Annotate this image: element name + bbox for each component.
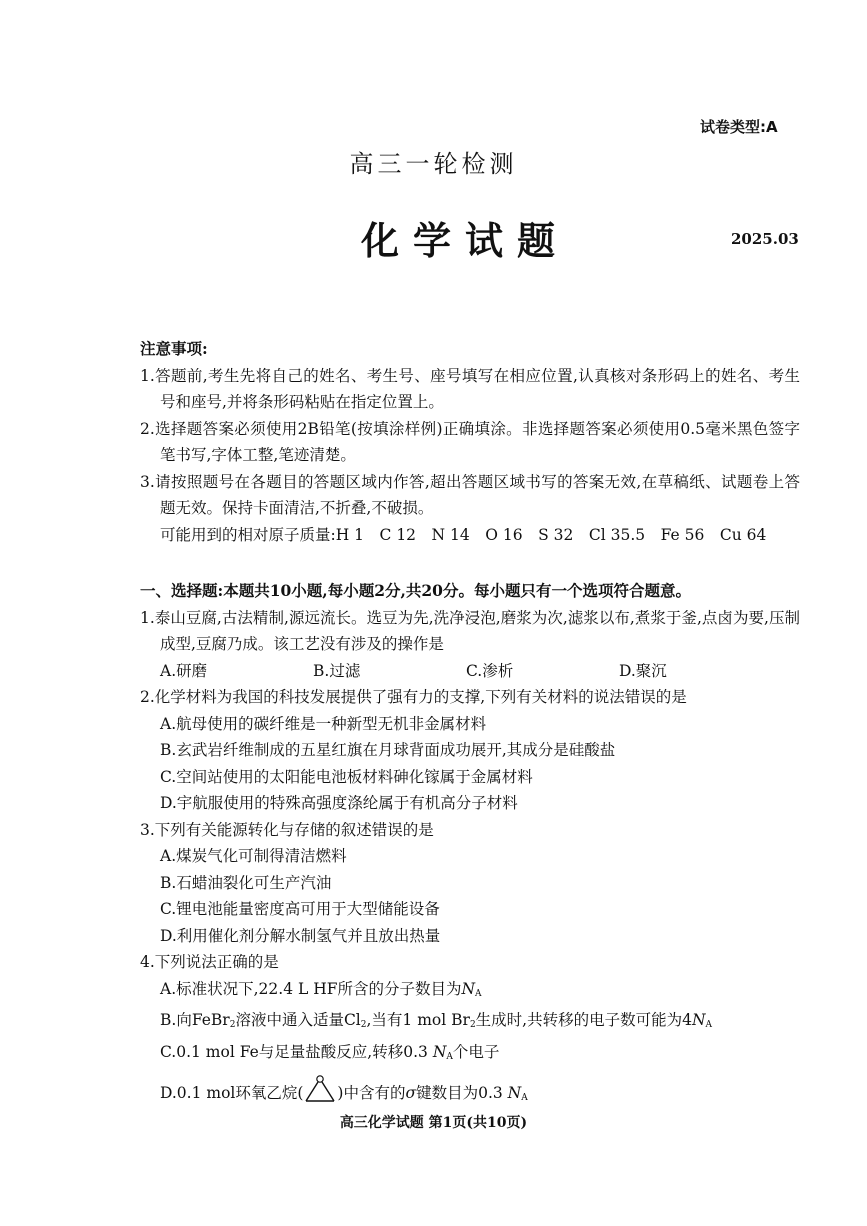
q2-option-a: A.航母使用的碳纤维是一种新型无机非金属材料	[160, 714, 487, 733]
q1-option-a: A.研磨	[160, 661, 208, 680]
q3-option-a: A.煤炭气化可制得清洁燃料	[160, 847, 347, 865]
q4-b-text: B.向FeBr	[160, 1011, 230, 1029]
q4-c-text: 个电子	[452, 1042, 500, 1061]
avogadro-symbol: N	[461, 979, 476, 998]
q4-option-b	[140, 1007, 800, 1039]
epoxyethane-structure-icon	[303, 1074, 337, 1104]
notice-item-2: 2.选择题答案必须使用2B铅笔(按填涂样例)正确填涂。非选择题答案必须使用0.5毫米黑色签字笔书写,字体工整,笔迹清楚。	[140, 419, 800, 464]
question-1-stem: 1.泰山豆腐,古法精制,源远流长。选豆为先,洗净浸泡,磨浆为次,滤浆以布,煮浆于釜,点卤为要,压制成型,豆腐乃成。该工艺没有涉及的操作是	[140, 608, 800, 653]
question-2-stem: 2.化学材料为我国的科技发展提供了强有力的支撑,下列有关材料的说法错误的是	[140, 688, 687, 706]
subscript-2: 2	[360, 1020, 367, 1030]
exam-date: 2025.03	[731, 230, 799, 248]
exam-title: 化学试题	[360, 218, 569, 263]
q4-b-text: 溶液中通入适量Cl	[235, 1011, 361, 1029]
q4-option-d	[140, 1074, 800, 1112]
question-1-options	[140, 658, 800, 685]
sigma-symbol: σ	[405, 1084, 417, 1102]
avogadro-symbol: N	[432, 1042, 447, 1061]
q4-a-text: A.标准状况下,22.4 L HF所含的分子数目为	[160, 979, 462, 998]
avogadro-symbol: N	[691, 1011, 706, 1029]
q4-option-c	[140, 1039, 800, 1071]
notice-section	[140, 336, 800, 548]
q2-option-b: B.玄武岩纤维制成的五星红旗在月球背面成功展开,其成分是硅酸盐	[160, 741, 616, 759]
notice-heading: 注意事项:	[140, 339, 208, 358]
q4-c-text: C.0.1 mol Fe与足量盐酸反应,转移0.3	[160, 1042, 428, 1061]
q3-option-b: B.石蜡油裂化可生产汽油	[160, 873, 332, 892]
q3-option-c: C.锂电池能量密度高可用于大型储能设备	[160, 900, 440, 918]
avogadro-subscript: A	[521, 1093, 528, 1103]
exam-subtitle: 高三一轮检测	[349, 150, 518, 178]
q2-option-d: D.宇航服使用的特殊高强度涤纶属于有机高分子材料	[160, 794, 518, 812]
page-footer: 高三化学试题 第1页(共10页)	[339, 1115, 528, 1131]
subscript-2: 2	[229, 1020, 236, 1030]
subscript-2: 2	[469, 1020, 476, 1030]
q4-d-text: )中含有的	[337, 1084, 406, 1102]
q1-option-d: D.聚沉	[619, 661, 667, 680]
notice-item-1: 1.答题前,考生先将自己的姓名、考生号、座号填写在相应位置,认真核对条形码上的姓名、考生号和座号,并将条形码粘贴在指定位置上。	[140, 366, 800, 411]
notice-item-3: 3.请按照题号在各题目的答题区域内作答,超出答题区域书写的答案无效,在草稿纸、试题卷上答题无效。保持卡面清洁,不折叠,不破损。	[140, 472, 800, 517]
avogadro-symbol: N	[507, 1084, 522, 1102]
q4-b-text: 生成时,共转移的电子数可能为4	[475, 1011, 692, 1029]
q4-option-a	[140, 976, 800, 1008]
avogadro-subscript: A	[446, 1051, 453, 1062]
avogadro-subscript: A	[475, 988, 482, 999]
q4-b-text: ,当有1 mol Br	[366, 1011, 470, 1029]
q1-option-c: C.渗析	[466, 661, 514, 680]
q2-option-c: C.空间站使用的太阳能电池板材料砷化镓属于金属材料	[160, 767, 533, 786]
atomic-masses: 可能用到的相对原子质量:H 1 C 12 N 14 O 16 S 32 Cl 35.5 Fe 56 Cu 64	[160, 525, 767, 544]
question-4-stem: 4.下列说法正确的是	[140, 953, 279, 971]
choice-section	[140, 578, 800, 1112]
section-heading: 一、选择题:本题共10小题,每小题2分,共20分。每小题只有一个选项符合题意。	[140, 581, 691, 600]
q3-option-d: D.利用催化剂分解水制氢气并且放出热量	[160, 926, 441, 945]
q1-option-b: B.过滤	[313, 661, 361, 680]
exam-type-label: 试卷类型:A	[700, 118, 778, 136]
q4-d-text: 键数目为0.3	[416, 1084, 503, 1102]
avogadro-subscript: A	[705, 1020, 713, 1030]
question-3-stem: 3.下列有关能源转化与存储的叙述错误的是	[140, 820, 434, 839]
q4-d-text: D.0.1 mol环氧乙烷(	[160, 1084, 304, 1102]
